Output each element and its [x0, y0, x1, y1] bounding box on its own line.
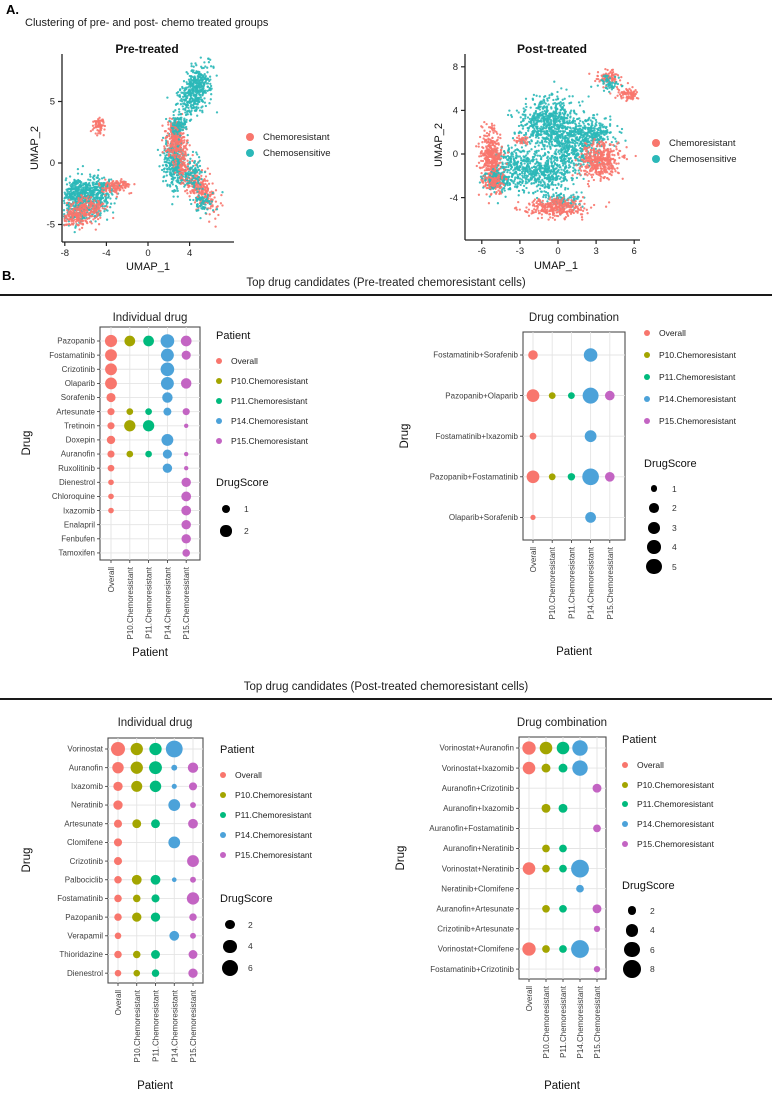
legend-color-dot-icon — [220, 832, 226, 838]
size-legend-value: 3 — [672, 522, 677, 533]
panel-a-title: Clustering of pre- and post- chemo treated groups — [25, 17, 269, 29]
size-legend-dot-icon — [623, 960, 641, 978]
size-legend-title: DrugScore — [622, 879, 675, 892]
legend-color-dot-icon — [246, 133, 254, 141]
legend-color-dot-icon — [220, 772, 226, 778]
legend-color-dot-icon — [622, 821, 628, 827]
legend-item-label: P10.Chemoresistant — [637, 779, 715, 790]
legend-item-label: P10.Chemoresistant — [659, 350, 737, 360]
size-legend-item — [216, 520, 308, 542]
svg-text:5: 5 — [49, 96, 55, 108]
legend-item — [644, 410, 736, 432]
post-individual-drug-chart — [20, 708, 235, 1100]
size-legend-item — [644, 499, 736, 519]
legend-item-label: Overall — [235, 770, 262, 780]
legend-item-label: P11.Chemoresistant — [637, 799, 714, 810]
legend-item-label: P15.Chemoresistant — [637, 839, 715, 850]
size-legend-item — [622, 940, 714, 960]
pre-individual-drug-chart — [20, 303, 235, 668]
post-section-divider — [0, 698, 772, 700]
size-legend-item — [644, 479, 736, 499]
size-legend-dot-icon — [223, 940, 236, 953]
pre-treated-section-header: Top drug candidates (Pre-treated chemoresistant cells) — [246, 277, 526, 289]
legend-color-dot-icon — [622, 782, 628, 788]
legend-item — [622, 834, 714, 854]
legend-item — [644, 388, 736, 410]
size-legend-value: 6 — [650, 944, 655, 955]
legend-item-label: P14.Chemoresistant — [235, 830, 313, 840]
legend-item — [622, 755, 714, 775]
legend-item-label: Overall — [637, 759, 664, 770]
legend-item-label: P11.Chemoresistant — [235, 810, 312, 820]
post-drug-combination-legend — [622, 734, 714, 979]
size-legend-item — [644, 538, 736, 558]
legend-color-dot-icon — [644, 330, 650, 336]
pre-section-divider — [0, 294, 772, 296]
legend-item-label: P15.Chemoresistant — [235, 850, 313, 860]
legend-color-dot-icon — [652, 155, 660, 163]
umap-post-treated-chart — [432, 40, 672, 292]
legend-color-dot-icon — [644, 396, 650, 402]
size-legend-item — [220, 936, 312, 958]
legend-item — [644, 344, 736, 366]
post-treated-section-header: Top drug candidates (Post-treated chemoresistant cells) — [243, 681, 529, 693]
size-legend-item — [216, 498, 308, 520]
legend-color-dot-icon — [622, 841, 628, 847]
size-legend-value: 4 — [672, 542, 677, 553]
size-legend-value: 1 — [244, 504, 249, 514]
size-legend-value: 4 — [650, 925, 655, 936]
legend-item — [644, 366, 736, 388]
size-legend-dot-icon — [225, 920, 234, 929]
legend-item-label: Chemoresistant — [263, 131, 330, 143]
size-legend-value: 5 — [672, 561, 677, 572]
legend-item — [216, 391, 308, 411]
size-legend-value: 8 — [650, 964, 655, 975]
legend-item — [652, 135, 737, 151]
size-legend-dot-icon — [651, 485, 658, 492]
legend-item-label: P14.Chemoresistant — [637, 819, 715, 830]
legend-item — [644, 322, 736, 344]
legend-item-label: Overall — [659, 328, 686, 338]
legend-item — [622, 814, 714, 834]
size-legend-dot-icon — [624, 942, 639, 957]
legend-item — [246, 145, 331, 161]
legend-item — [220, 785, 312, 805]
size-legend-item — [644, 518, 736, 538]
size-legend-dot-icon — [626, 924, 639, 937]
size-legend-item — [622, 959, 714, 979]
legend-item-label: P10.Chemoresistant — [235, 790, 313, 800]
legend-title: Patient — [220, 744, 255, 756]
size-legend-dot-icon — [222, 505, 230, 513]
legend-item-label: Chemosensitive — [263, 147, 331, 159]
legend-color-dot-icon — [246, 149, 254, 157]
legend-color-dot-icon — [644, 352, 650, 358]
size-legend-item — [644, 557, 736, 577]
size-legend-value: 1 — [672, 483, 677, 494]
legend-item — [622, 775, 714, 795]
umap-pre-treated-chart — [28, 40, 338, 282]
umap-pre-legend — [246, 129, 331, 161]
legend-color-dot-icon — [644, 418, 650, 424]
legend-color-dot-icon — [216, 398, 222, 404]
size-legend-dot-icon — [646, 559, 661, 574]
size-legend-dot-icon — [649, 503, 659, 513]
legend-item-label: P14.Chemoresistant — [659, 394, 737, 404]
legend-item — [216, 431, 308, 451]
umap-post-legend — [652, 135, 737, 167]
legend-item-label: Chemoresistant — [669, 137, 736, 149]
size-legend-dot-icon — [647, 540, 661, 554]
pre-drug-combination-legend — [644, 322, 736, 577]
legend-item — [246, 129, 331, 145]
legend-color-dot-icon — [216, 418, 222, 424]
size-legend-title: DrugScore — [216, 477, 269, 489]
legend-color-dot-icon — [216, 358, 222, 364]
legend-item — [216, 351, 308, 371]
size-legend-title: DrugScore — [644, 458, 697, 470]
legend-color-dot-icon — [216, 438, 222, 444]
legend-color-dot-icon — [220, 812, 226, 818]
legend-color-dot-icon — [216, 378, 222, 384]
size-legend-dot-icon — [628, 906, 637, 915]
panel-a-label: A. — [6, 2, 19, 17]
size-legend-dot-icon — [648, 522, 660, 534]
legend-item — [220, 825, 312, 845]
svg-text:UMAP_1: UMAP_1 — [125, 261, 171, 273]
size-legend-item — [220, 914, 312, 936]
size-legend-title: DrugScore — [220, 893, 273, 905]
svg-text:Pre-treated: Pre-treated — [115, 42, 179, 56]
legend-title: Patient — [622, 734, 657, 746]
post-individual-drug-legend — [220, 744, 312, 979]
legend-item-label: Chemosensitive — [669, 153, 737, 165]
svg-text:UMAP_2: UMAP_2 — [29, 125, 41, 171]
legend-color-dot-icon — [622, 762, 628, 768]
size-legend-value: 2 — [248, 919, 253, 930]
legend-color-dot-icon — [220, 852, 226, 858]
legend-item-label: P15.Chemoresistant — [659, 416, 737, 426]
legend-item — [220, 765, 312, 785]
pre-individual-drug-legend — [216, 330, 308, 542]
pre-drug-combination-chart — [398, 303, 644, 668]
size-legend-value: 2 — [672, 503, 677, 514]
legend-item-label: P15.Chemoresistant — [231, 436, 309, 446]
size-legend-value: 6 — [248, 962, 253, 973]
size-legend-dot-icon — [220, 525, 231, 536]
legend-title: Patient — [216, 330, 251, 342]
legend-item — [652, 151, 737, 167]
legend-item — [622, 795, 714, 815]
post-drug-combination-chart — [396, 708, 644, 1100]
legend-item-label: Overall — [231, 356, 258, 366]
svg-text:-4: -4 — [102, 248, 111, 259]
svg-text:0: 0 — [145, 248, 151, 259]
size-legend-dot-icon — [222, 960, 238, 976]
legend-color-dot-icon — [622, 801, 628, 807]
legend-item-label: P14.Chemoresistant — [231, 416, 309, 426]
legend-color-dot-icon — [220, 792, 226, 798]
legend-item — [220, 845, 312, 865]
size-legend-value: 4 — [248, 941, 253, 952]
svg-text:4: 4 — [186, 248, 193, 259]
size-legend-item — [622, 901, 714, 921]
legend-item — [216, 411, 308, 431]
legend-item-label: P11.Chemoresistant — [231, 396, 308, 406]
legend-item — [220, 805, 312, 825]
size-legend-value: 2 — [244, 526, 249, 536]
svg-text:-5: -5 — [46, 219, 55, 231]
size-legend-value: 2 — [650, 905, 655, 916]
legend-item-label: P10.Chemoresistant — [231, 376, 309, 386]
panel-b-label: B. — [2, 268, 15, 283]
legend-color-dot-icon — [644, 374, 650, 380]
svg-text:-8: -8 — [60, 248, 70, 259]
svg-text:0: 0 — [49, 158, 55, 170]
legend-item-label: P11.Chemoresistant — [659, 372, 736, 382]
size-legend-item — [622, 920, 714, 940]
legend-color-dot-icon — [652, 139, 660, 147]
size-legend-item — [220, 957, 312, 979]
legend-item — [216, 371, 308, 391]
